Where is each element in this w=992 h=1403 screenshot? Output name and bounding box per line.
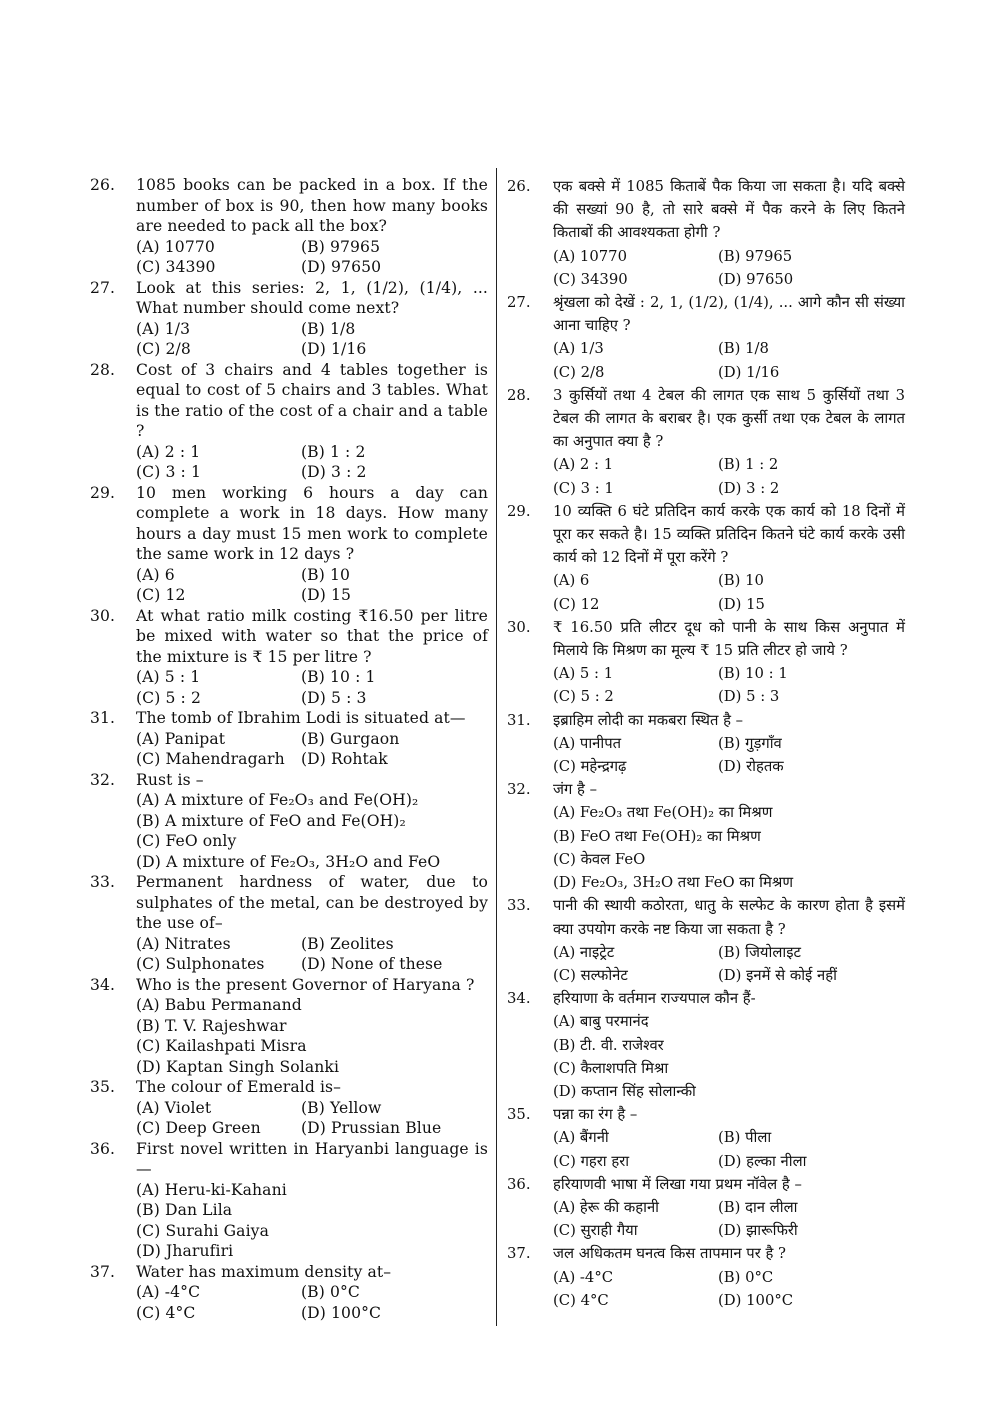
option-item: (B) 1/8: [718, 340, 769, 358]
options-grid: [553, 569, 905, 615]
option-item: (D) 3 : 2: [718, 479, 780, 497]
option-item: (C) महेन्द्रगढ़: [553, 758, 627, 776]
question-block: [505, 987, 905, 1103]
question-number: 32.: [90, 770, 116, 789]
question-stem: 3 कुर्सियों तथा 4 टेबल की लागत एक साथ 5 कुर्सियों तथा 3 टेबल की लागत के बराबर है। एक कुर्सी तथा एक टेबल के लागत का अनुपात क्या है ?: [553, 386, 905, 451]
options-grid: [136, 667, 488, 708]
options-grid: [553, 801, 905, 894]
option-item: (D) 100°C: [718, 1291, 794, 1309]
option-item: (A) 5 : 1: [136, 668, 201, 686]
option-item: (A) बैंगनी: [553, 1129, 609, 1147]
option-item: (C) गहरा हरा: [553, 1152, 630, 1170]
option-item: (B) FeO तथा Fe(OH)₂ का मिश्रण: [553, 827, 761, 845]
options-grid: [136, 1180, 488, 1262]
option-item: (D) 5 : 3: [718, 688, 780, 706]
options-grid: [136, 565, 488, 606]
option-item: (B) टी. वी. राजेश्वर: [553, 1036, 664, 1054]
option-item: (D) None of these: [301, 955, 443, 973]
question-block: [505, 778, 905, 894]
options-grid: [553, 245, 905, 291]
option-item: (D) कप्तान सिंह सोलान्की: [553, 1082, 696, 1100]
question-number: 34.: [507, 990, 531, 1008]
options-grid: [553, 337, 905, 383]
question-stem: 10 व्यक्ति 6 घंटे प्रतिदिन कार्य करके एक कार्य को 18 दिनों में पूरा कर सकते है। 15 व्यक्ति प्रतिदिन कितने घंटे कार्य करके उसी कार्य को 12 दिनों में पूरा करेंगे ?: [553, 502, 905, 567]
question-block: [88, 872, 488, 975]
option-item: (C) 2/8: [136, 340, 191, 358]
question-stem: ₹ 16.50 प्रति लीटर दूध को पानी के साथ किस अनुपात में मिलाये कि मिश्रण का मूल्य ₹ 15 प्रति लीटर हो जाये ?: [553, 618, 905, 660]
option-item: (C) 34390: [553, 270, 628, 288]
question-number: 32.: [507, 781, 531, 799]
question-block: [88, 278, 488, 360]
option-item: (C) 4°C: [553, 1291, 609, 1309]
question-number: 26.: [90, 176, 116, 194]
option-item: (C) 34390: [136, 258, 216, 276]
question-number: 29.: [90, 483, 116, 502]
option-item: (C) 3 : 1: [136, 463, 201, 481]
option-item: (A) हेरू की कहानी: [553, 1198, 659, 1216]
question-block: [505, 500, 905, 616]
option-item: (B) Zeolites: [301, 934, 394, 953]
option-item: (A) 10770: [136, 237, 215, 256]
option-item: (B) 0°C: [718, 1268, 774, 1286]
question-block: [505, 616, 905, 709]
options-grid: [553, 662, 905, 708]
question-stem: At what ratio milk costing ₹16.50 per litre be mixed with water so that the price of the mixture is ₹ 15 per litre ?: [136, 606, 488, 666]
question-block: [88, 175, 488, 278]
option-item: (D) Rohtak: [301, 750, 388, 768]
question-number: 37.: [90, 1262, 116, 1281]
question-stem: इब्राहिम लोदी का मकबरा स्थित है –: [553, 711, 744, 729]
options-grid: [136, 790, 488, 872]
option-item: (D) 100°C: [301, 1303, 382, 1322]
option-item: (B) 10: [301, 565, 351, 584]
option-item: (A) 2 : 1: [553, 456, 614, 474]
option-item: (C) केवल FeO: [553, 850, 646, 868]
options-grid: [136, 934, 488, 975]
option-item: (A) Heru-ki-Kahani: [136, 1180, 287, 1199]
options-grid: [136, 319, 488, 360]
question-stem: 10 men working 6 hours a day can complete a work in 18 days. How many hours a day must 15 men work to complete the same work in 12 days ?: [136, 483, 488, 563]
option-item: (D) Fe₂O₃, 3H₂O तथा FeO का मिश्रण: [553, 874, 794, 892]
question-block: [88, 606, 488, 709]
question-number: 27.: [90, 278, 116, 297]
option-item: (A) -4°C: [136, 1283, 201, 1301]
option-item: (B) 10: [718, 572, 764, 590]
option-item: (C) 5 : 2: [136, 688, 201, 707]
question-stem: जंग है –: [553, 781, 597, 799]
option-item: (A) 1/3: [136, 319, 191, 338]
option-item: (B) 0°C: [301, 1283, 360, 1301]
question-stem: The colour of Emerald is–: [136, 1078, 342, 1096]
question-stem: Permanent hardness of water, due to sulphates of the metal, can be destroyed by the use of–: [136, 873, 488, 932]
option-item: (B) 10 : 1: [301, 668, 376, 686]
option-item: (C) 12: [136, 586, 186, 604]
question-stem: Who is the present Governor of Haryana ?: [136, 975, 475, 994]
question-stem: Rust is –: [136, 770, 204, 789]
option-item: (D) Prussian Blue: [301, 1119, 442, 1137]
question-number: 37.: [507, 1245, 531, 1263]
question-block: [505, 384, 905, 500]
option-item: (A) 6: [553, 572, 590, 590]
question-block: [88, 1139, 488, 1262]
question-number: 35.: [90, 1078, 116, 1096]
option-item: (B) गुड़गाँव: [718, 734, 782, 752]
question-number: 33.: [507, 897, 531, 915]
options-grid: [553, 1126, 905, 1172]
options-grid: [136, 995, 488, 1077]
option-item: (B) 97965: [301, 237, 381, 256]
question-stem: 1085 books can be packed in a box. If the number of box is 90, then how many books are needed to pack all the box?: [136, 176, 488, 235]
question-stem: Look at this series: 2, 1, (1/2), (1/4), ... What number should come next?: [136, 278, 488, 317]
question-stem: एक बक्से में 1085 किताबें पैक किया जा सकता है। यदि बक्से की सख्यां 90 है, तो सारे बक्से में पैक करने के लिए कितने किताबों की आवश्यकता होगी ?: [553, 178, 905, 242]
option-item: (B) 1 : 2: [301, 442, 366, 461]
option-item: (B) 1/8: [301, 319, 356, 338]
options-grid: [553, 732, 905, 778]
question-number: 30.: [507, 618, 531, 636]
option-item: (B) दान लीला: [718, 1198, 798, 1216]
option-item: (B) 1 : 2: [718, 456, 779, 474]
options-grid: [553, 941, 905, 987]
question-stem: जल अधिकतम घनत्व किस तापमान पर है ?: [553, 1245, 786, 1263]
question-stem: First novel written in Haryanbi language is—: [136, 1139, 488, 1178]
option-item: (D) हल्का नीला: [718, 1152, 807, 1170]
option-item: (B) जियोलाइट: [718, 943, 801, 961]
question-block: [88, 1077, 488, 1139]
options-grid: [553, 1196, 905, 1242]
option-item: (C) 3 : 1: [553, 479, 614, 497]
option-item: (A) Nitrates: [136, 934, 231, 953]
option-item: (A) पानीपत: [553, 734, 622, 752]
options-grid: [136, 729, 488, 770]
option-item: (B) पीला: [718, 1129, 772, 1147]
option-item: (B) 10 : 1: [718, 665, 788, 683]
option-item: (A) 1/3: [553, 340, 604, 358]
option-item: (A) 5 : 1: [553, 665, 614, 683]
question-number: 30.: [90, 606, 116, 625]
option-item: (C) Kailashpati Misra: [136, 1037, 307, 1055]
question-stem: पानी की स्थायी कठोरता, धातु के सल्फेट के कारण होता है इसमें क्या उपयोग करके नष्ट किया जा सकता है ?: [553, 897, 905, 938]
question-block: [505, 1103, 905, 1173]
option-item: (B) Gurgaon: [301, 729, 400, 748]
option-item: (A) बाबु परमानंद: [553, 1013, 649, 1031]
options-grid: [553, 1266, 905, 1312]
question-number: 33.: [90, 873, 116, 891]
options-grid: [553, 1010, 905, 1103]
option-item: (A) A mixture of Fe₂O₃ and Fe(OH)₂: [136, 791, 419, 809]
question-block: [505, 1173, 905, 1243]
question-block: [88, 1262, 488, 1324]
option-item: (C) Mahendragarh: [136, 750, 285, 768]
option-item: (D) 15: [718, 595, 765, 613]
option-item: (D) 1/16: [301, 340, 367, 358]
option-item: (B) Dan Lila: [136, 1201, 233, 1219]
question-block: [88, 770, 488, 873]
option-item: (D) 15: [301, 586, 352, 604]
question-number: 27.: [507, 294, 531, 312]
option-item: (C) सल्फोनेट: [553, 966, 628, 984]
question-block: [505, 1242, 905, 1312]
question-block: [505, 709, 905, 779]
question-number: 31.: [90, 709, 116, 727]
option-item: (A) -4°C: [553, 1268, 614, 1286]
option-item: (B) T. V. Rajeshwar: [136, 1016, 287, 1035]
options-grid: [136, 442, 488, 483]
question-block: [88, 483, 488, 606]
option-item: (A) Babu Permanand: [136, 996, 302, 1014]
question-number: 26.: [507, 178, 531, 195]
question-number: 34.: [90, 975, 116, 994]
option-item: (D) 97650: [301, 258, 382, 276]
option-item: (A) 10770: [553, 247, 628, 265]
option-item: (D) इनमें से कोई नहीं: [718, 966, 837, 984]
option-item: (D) 97650: [718, 270, 794, 288]
question-number: 31.: [507, 711, 531, 729]
question-number: 35.: [507, 1106, 531, 1124]
option-item: (C) Surahi Gaiya: [136, 1221, 269, 1240]
option-item: (C) FeO only: [136, 832, 237, 850]
option-item: (A) Violet: [136, 1098, 212, 1117]
option-item: (C) सुराही गैया: [553, 1222, 638, 1240]
option-item: (A) Panipat: [136, 729, 226, 748]
question-number: 29.: [507, 502, 531, 520]
question-number: 36.: [507, 1175, 531, 1193]
option-item: (C) 2/8: [553, 363, 605, 381]
options-grid: [136, 1282, 488, 1323]
options-grid: [136, 1098, 488, 1139]
question-number: 36.: [90, 1139, 116, 1158]
option-item: (D) 1/16: [718, 363, 780, 381]
question-stem: पन्ना का रंग है –: [553, 1106, 638, 1124]
question-stem: हरियाणवी भाषा में लिखा गया प्रथम नॉवेल है –: [553, 1175, 802, 1193]
english-column: [88, 175, 488, 1323]
question-stem: हरियाणा के वर्तमान राज्यपाल कौन हैं-: [553, 990, 756, 1008]
question-block: [505, 894, 905, 987]
question-block: [88, 708, 488, 770]
question-block: [505, 175, 905, 291]
column-divider: [496, 168, 497, 1326]
option-item: (A) 2 : 1: [136, 442, 201, 461]
question-stem: श्रृंखला को देखें : 2, 1, (1/2), (1/4), ... आगे कौन सी संख्या आना चाहिए ?: [553, 294, 905, 335]
option-item: (C) Deep Green: [136, 1119, 261, 1137]
option-item: (D) झारूफिरी: [718, 1222, 798, 1240]
option-item: (D) रोहतक: [718, 758, 784, 776]
hindi-column: [505, 175, 905, 1312]
option-item: (C) Sulphonates: [136, 955, 265, 973]
question-block: [505, 291, 905, 384]
option-item: (C) 12: [553, 595, 600, 613]
option-item: (D) Kaptan Singh Solanki: [136, 1057, 340, 1076]
option-item: (D) A mixture of Fe₂O₃, 3H₂O and FeO: [136, 852, 441, 871]
option-item: (B) A mixture of FeO and Fe(OH)₂: [136, 811, 406, 830]
option-item: (C) 5 : 2: [553, 688, 614, 706]
option-item: (C) 4°C: [136, 1303, 196, 1322]
question-stem: The tomb of Ibrahim Lodi is situated at—: [136, 709, 466, 727]
question-stem: Cost of 3 chairs and 4 tables together is equal to cost of 5 chairs and 3 tables. What is the ratio of the cost of a chair and a table ?: [136, 360, 488, 440]
options-grid: [136, 237, 488, 278]
question-block: [88, 975, 488, 1078]
option-item: (D) 3 : 2: [301, 463, 367, 481]
option-item: (A) Fe₂O₃ तथा Fe(OH)₂ का मिश्रण: [553, 804, 773, 822]
question-number: 28.: [507, 386, 531, 404]
option-item: (A) 6: [136, 565, 175, 584]
option-item: (D) Jharufiri: [136, 1242, 234, 1260]
option-item: (B) 97965: [718, 247, 793, 265]
option-item: (C) कैलाशपति मिश्रा: [553, 1059, 669, 1077]
options-grid: [553, 453, 905, 499]
option-item: (A) नाइट्रेट: [553, 943, 615, 961]
question-number: 28.: [90, 360, 116, 379]
option-item: (B) Yellow: [301, 1098, 382, 1117]
question-stem: Water has maximum density at–: [136, 1262, 392, 1281]
question-block: [88, 360, 488, 483]
option-item: (D) 5 : 3: [301, 688, 367, 707]
